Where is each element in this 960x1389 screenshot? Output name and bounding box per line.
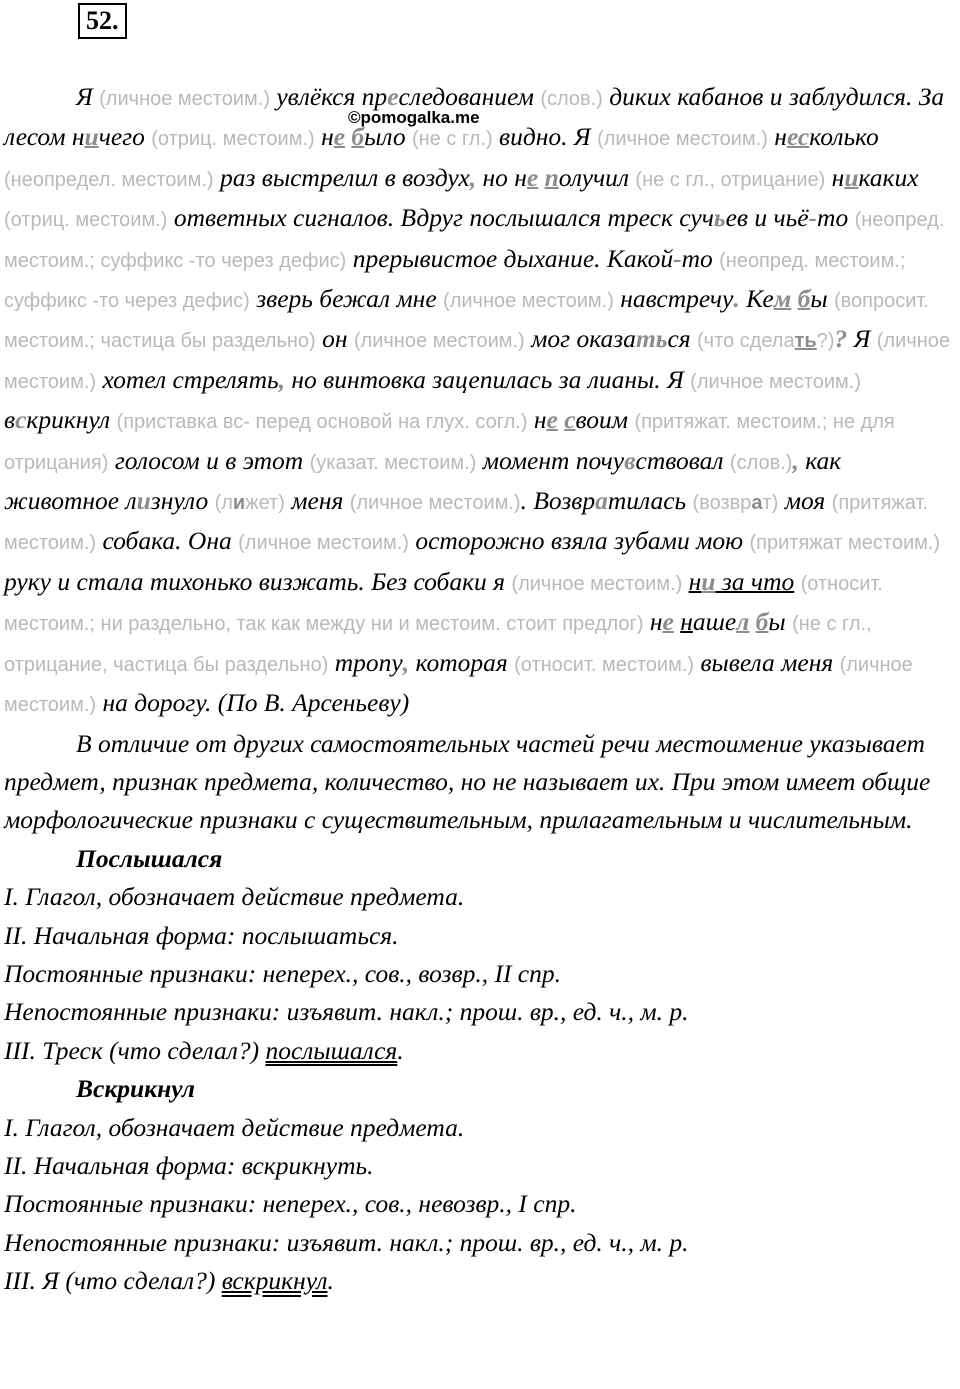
text-span: воим bbox=[575, 405, 629, 435]
text-span: б bbox=[797, 284, 811, 314]
text-span: прерывистое дыхание. Какой bbox=[352, 243, 674, 273]
analysis-line: Непостоянные признаки: изъявит. накл.; прош. вр., ед. ч., м. р. bbox=[4, 1227, 689, 1257]
predicate-word: вскрикнул bbox=[221, 1266, 328, 1296]
text-span: руку и стала тихонько визжать. Без собаки я bbox=[4, 566, 506, 596]
text-span: е bbox=[662, 607, 674, 637]
text-span: ес bbox=[786, 122, 810, 152]
text-span: а bbox=[595, 486, 608, 516]
analysis-line: II. Начальная форма: вскрикнуть. bbox=[4, 1150, 374, 1180]
text-span: (не с гл., отрицание) bbox=[635, 168, 826, 191]
analysis-line: Постоянные признаки: неперех., сов., возвр., II спр. bbox=[4, 958, 562, 988]
text-span: хотел стрелять bbox=[102, 364, 279, 394]
analysis-heading: Вскрикнул bbox=[76, 1074, 195, 1104]
text-span: тропу bbox=[334, 647, 403, 677]
text-span: и bbox=[844, 162, 859, 192]
text-span: то bbox=[817, 203, 849, 233]
analysis-line: I. Глагол, обозначает действие предмета. bbox=[4, 882, 465, 912]
text-span: жет) bbox=[245, 492, 285, 515]
analysis-line: Постоянные признаки: неперех., сов., невозвр., I спр. bbox=[4, 1189, 577, 1219]
text-span: собака. Она bbox=[102, 526, 232, 556]
text-span: Ке bbox=[746, 284, 774, 314]
text-span: которая bbox=[415, 647, 508, 677]
text-span: (л bbox=[214, 492, 233, 515]
text-span: и bbox=[232, 492, 246, 515]
analysis-line: Непостоянные признаки: изъявит. накл.; прош. вр., ед. ч., м. р. bbox=[4, 997, 689, 1027]
text-span: , bbox=[402, 647, 410, 677]
analysis-text: III. Треск (что сделал?) bbox=[4, 1035, 266, 1065]
text-span: (личное местоим.) bbox=[4, 653, 913, 717]
text-span: и bbox=[136, 486, 151, 516]
text-span: и bbox=[84, 122, 99, 152]
text-span: - bbox=[673, 243, 682, 273]
text-span: м bbox=[773, 284, 792, 314]
text-span: - bbox=[808, 203, 818, 233]
analysis-line: I. Глагол, обозначает действие предмета. bbox=[4, 1112, 465, 1142]
text-span: (неопред. местоим.; суффикс -то через дефис) bbox=[4, 249, 906, 313]
text-span: меня bbox=[291, 486, 344, 516]
text-span: чего bbox=[98, 122, 145, 152]
text-span: с bbox=[564, 405, 576, 435]
text-span: аше bbox=[692, 607, 737, 637]
text-span: видно. Я bbox=[499, 122, 591, 152]
text-span: в bbox=[4, 405, 16, 435]
explanation-paragraph: В отличие от других самостоятельных частей речи местоимение указывает предмет, признак предмета, количество, но не называет их. При этом имеет общие морфологические признаки с существительным, прилагательным и числительным. bbox=[4, 728, 931, 835]
watermark: ©pomogalka.me bbox=[348, 108, 480, 127]
text-span: (личное местоим.) bbox=[353, 330, 525, 353]
text-span: (отриц. местоим.) bbox=[151, 128, 315, 151]
analysis-text: . bbox=[397, 1035, 404, 1065]
text-span: как животное л bbox=[4, 445, 842, 516]
text-span: н bbox=[688, 566, 702, 596]
text-span: момент почу bbox=[482, 445, 625, 475]
text-span: (относит. местоим.; ни раздельно, так как между ни и местоим. стоит предлог) bbox=[4, 572, 883, 636]
text-span: каких bbox=[858, 162, 919, 192]
text-span: то bbox=[681, 243, 713, 273]
text-span: Я bbox=[76, 82, 93, 111]
text-span: ы bbox=[810, 284, 828, 314]
analysis-line bbox=[4, 1032, 958, 1070]
text-span: е bbox=[546, 405, 558, 435]
text-span: н bbox=[831, 162, 845, 192]
text-span: за что bbox=[715, 566, 795, 596]
analysis-heading: Послышался bbox=[76, 843, 223, 873]
text-span: ть bbox=[635, 324, 668, 354]
text-span: голосом и в этот bbox=[114, 445, 304, 475]
text-span: (относит. местоим.) bbox=[514, 653, 695, 676]
text-span: (личное местоим.) bbox=[349, 492, 521, 515]
annotated-text bbox=[4, 78, 958, 725]
text-span: (вопросит. местоим.; частица бы раздельно) bbox=[4, 290, 929, 353]
text-span: ?) bbox=[816, 330, 835, 353]
text-span: мог оказа bbox=[531, 324, 636, 354]
text-span: (личное местоим.) bbox=[4, 330, 950, 393]
text-span: (возвр bbox=[692, 492, 752, 515]
text-span: на дорогу. (По В. Арсеньеву) bbox=[102, 688, 410, 718]
text-span: н bbox=[321, 122, 334, 152]
text-span: крикнул bbox=[26, 405, 111, 435]
text-span: ть bbox=[794, 330, 817, 353]
text-span: олучил bbox=[558, 162, 630, 192]
analysis-text: III. Я (что сделал?) bbox=[4, 1266, 222, 1296]
text-span: н bbox=[774, 122, 787, 152]
text-span: ы bbox=[768, 607, 786, 637]
text-span: следованием bbox=[398, 82, 534, 111]
text-span: (приставка вс- перед основой на глух. согл.) bbox=[116, 411, 528, 434]
text-span: ствовал bbox=[635, 445, 724, 475]
text-span: (отриц. местоим.) bbox=[4, 209, 168, 232]
text-span: ? bbox=[834, 324, 848, 354]
text-span: (слов.) bbox=[729, 451, 793, 474]
text-span: , bbox=[792, 445, 799, 475]
document-body bbox=[4, 78, 958, 1301]
text-span: (личное местоим.) bbox=[238, 532, 409, 555]
text-span: вывела меня bbox=[700, 647, 834, 677]
text-span: н bbox=[649, 607, 663, 637]
text-span: но винтовка зацепилась за лианы. Я bbox=[291, 364, 684, 394]
text-span: Я bbox=[853, 324, 871, 354]
text-span: (неопредел. местоим.) bbox=[4, 168, 214, 191]
text-span: навстречу bbox=[620, 284, 734, 314]
text-span: и bbox=[701, 566, 716, 596]
text-span: ся bbox=[667, 324, 691, 354]
predicate-word: послышался bbox=[265, 1035, 398, 1065]
text-span: моя bbox=[784, 486, 826, 516]
text-span: п bbox=[544, 162, 559, 192]
text-span: Возвр bbox=[533, 486, 596, 516]
text-span: б bbox=[351, 122, 365, 152]
text-span: (слов.) bbox=[540, 88, 603, 110]
text-span: ев и чьё bbox=[725, 203, 809, 233]
text-span: (притяжат местоим.) bbox=[749, 532, 941, 555]
text-span: (притяжат. местоим.) bbox=[4, 492, 928, 555]
text-span: , bbox=[278, 364, 286, 394]
text-span: л bbox=[736, 607, 750, 637]
text-span: (что сдела bbox=[696, 330, 795, 353]
exercise-number: 52. bbox=[78, 3, 127, 39]
text-span: он bbox=[322, 324, 348, 354]
text-span: . bbox=[520, 486, 527, 516]
text-span: б bbox=[755, 607, 769, 637]
text-span: с bbox=[15, 405, 27, 435]
text-span: т) bbox=[762, 492, 779, 515]
text-span: (личное местоим.) bbox=[99, 88, 270, 110]
analysis-text: . bbox=[327, 1266, 334, 1296]
text-span: а bbox=[751, 492, 763, 515]
text-span: в bbox=[624, 445, 636, 475]
text-span: н bbox=[533, 405, 547, 435]
text-span: (не с гл.) bbox=[411, 128, 493, 151]
text-span: тилась bbox=[607, 486, 687, 516]
text-span: (притяжат. местоим.; не для отрицания) bbox=[4, 411, 895, 474]
text-span: но н bbox=[482, 162, 527, 192]
analysis-line bbox=[4, 1262, 958, 1300]
text-span: увлёкся пр bbox=[276, 82, 388, 111]
text-span: (личное местоим.) bbox=[443, 290, 614, 313]
text-span: (личное местоим.) bbox=[597, 128, 768, 151]
text-span: зверь бежал мне bbox=[256, 284, 437, 314]
text-span: ь bbox=[713, 203, 726, 233]
text-span: (указат. местоим.) bbox=[309, 451, 477, 474]
analysis-line: II. Начальная форма: послышаться. bbox=[4, 920, 399, 950]
text-span: . bbox=[733, 284, 740, 314]
text-span: е bbox=[387, 82, 399, 111]
text-span: ответных сигналов. Вдруг послышался треск суч bbox=[173, 203, 714, 233]
text-span: (неопред. местоим.; суффикс -то через дефис) bbox=[4, 209, 945, 272]
text-span: осторожно взяла зубами мою bbox=[415, 526, 744, 556]
text-span: колько bbox=[809, 122, 879, 152]
text-span: е bbox=[333, 122, 346, 152]
text-span: (не с гл., отрицание, частица бы раздельно) bbox=[4, 613, 872, 676]
text-span: , bbox=[469, 162, 477, 192]
text-span: знуло bbox=[150, 486, 209, 516]
text-span: (личное местоим.) bbox=[690, 370, 862, 393]
text-span: раз выстрелил в воздух bbox=[219, 162, 470, 192]
text-span: (личное местоим.) bbox=[511, 572, 683, 595]
text-span: н bbox=[680, 607, 693, 637]
text-span: ыло bbox=[364, 122, 406, 152]
text-span: е bbox=[526, 162, 539, 192]
text-span: диких кабанов и заблудился. За лесом н bbox=[4, 82, 945, 152]
